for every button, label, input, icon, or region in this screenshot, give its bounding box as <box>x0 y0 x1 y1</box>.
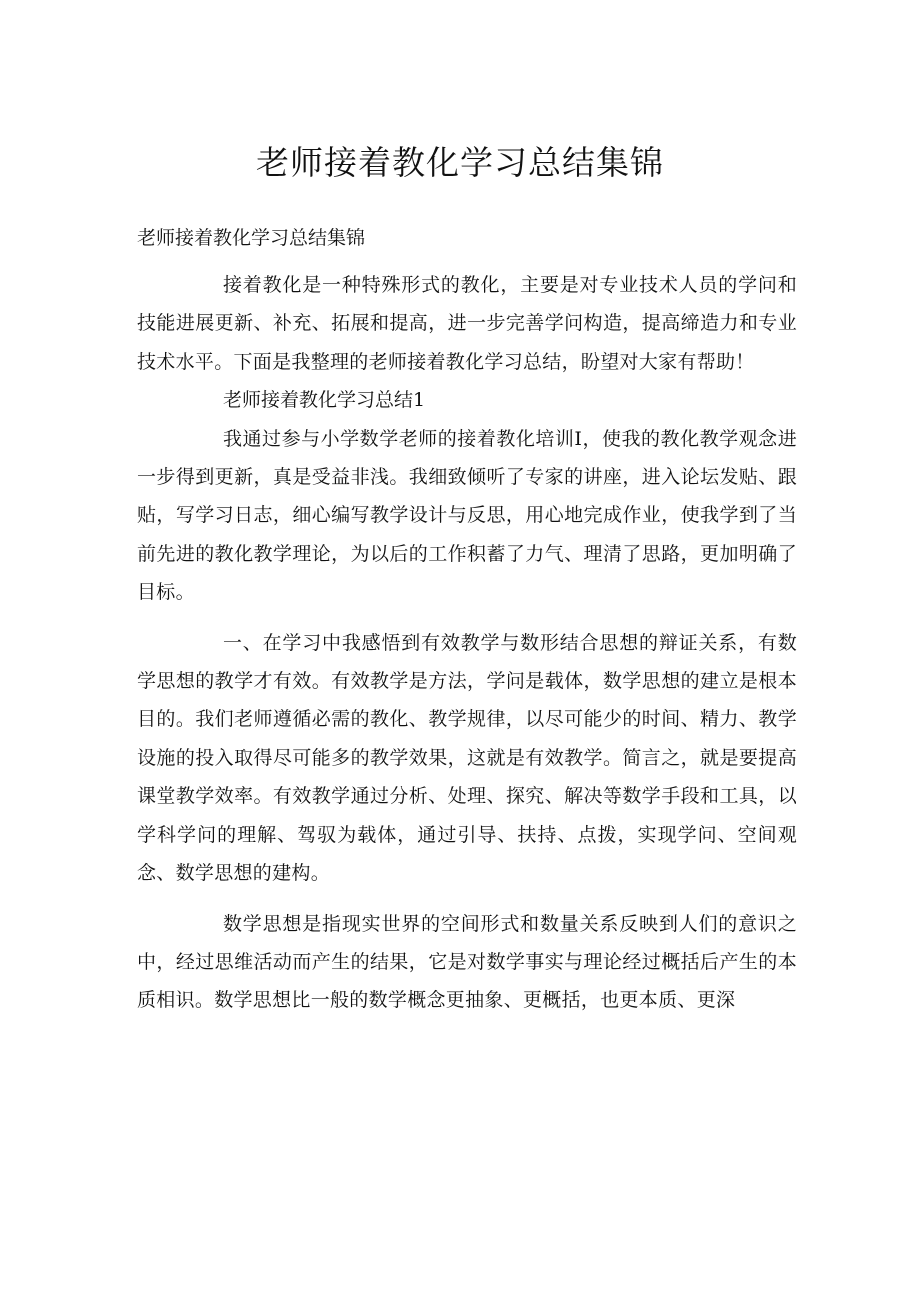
body-paragraph: 一、在学习中我感悟到有效教学与数形结合思想的辩证关系，有数学思想的教学才有效。有效教学是方法，学问是载体，数学思想的建立是根本目的。我们老师遵循必需的教化、教学规律，以尽可能少的时间、精力、教学设施的投入取得尽可能多的教学效果，这就是有效教学。简言之，就是要提高课堂教学效率。有效教学通过分析、处理、探究、解决等数学手段和工具，以学科学问的理解、驾驭为载体，通过引导、扶持、点拨，实现学问、空间观念、数学思想的建构。 <box>137 631 797 885</box>
section-heading: 老师接着教化学习总结1 <box>223 389 426 412</box>
document-title: 老师接着教化学习总结集锦 <box>256 143 664 182</box>
intro-paragraph: 接着教化是一种特殊形式的教化，主要是对专业技术人员的学问和技能进展更新、补充、拓展和提高，进一步完善学问构造，提高缔造力和专业技术水平。下面是我整理的老师接着教化学习总结，盼望对大家有帮助！ <box>137 274 797 373</box>
document-body <box>137 266 797 1020</box>
document-subtitle: 老师接着教化学习总结集锦 <box>137 227 366 249</box>
body-paragraph: 数学思想是指现实世界的空间形式和数量关系反映到人们的意识之中，经过思维活动而产生的结果，它是对数学事实与理论经过概括后产生的本质相识。数学思想比一般的数学概念更抽象、更概括，也更本质、更深 <box>137 912 797 1012</box>
body-paragraph: 我通过参与小学数学老师的接着教化培训I，使我的教化教学观念进一步得到更新，真是受益非浅。我细致倾听了专家的讲座，进入论坛发贴、跟贴，写学习日志，细心编写教学设计与反思，用心地完成作业，使我学到了当前先进的教化教学理论，为以后的工作积蓄了力气、理清了思路，更加明确了目标。 <box>137 427 797 604</box>
